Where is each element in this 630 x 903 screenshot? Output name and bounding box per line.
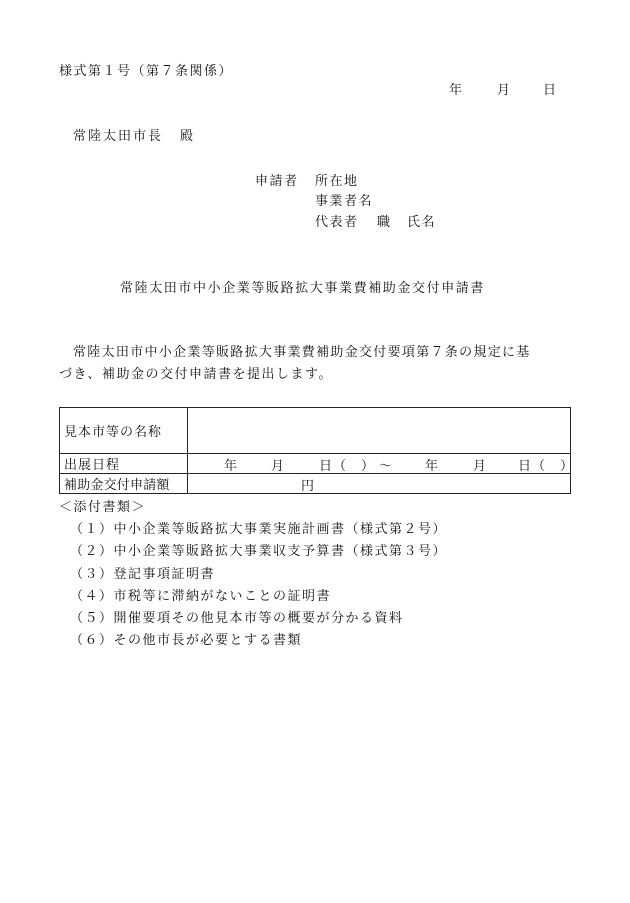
attachment-item-3: （３）登記事項証明書: [70, 567, 216, 582]
schedule-label: 出展日程: [60, 454, 188, 474]
attachment-item-2: （２）中小企業等販路拡大事業収支予算書（様式第３号）: [70, 544, 448, 559]
schedule-year-1: 年: [224, 459, 239, 474]
amount-label: 補助金交付申請額: [60, 474, 188, 494]
attachment-item-1: （１）中小企業等販路拡大事業実施計画書（様式第２号）: [70, 522, 448, 537]
applicant-address-label: 所在地: [315, 174, 359, 189]
amount-value[interactable]: [188, 474, 571, 494]
applicant-label: 申請者: [255, 174, 299, 189]
body-line-2: づき、補助金の交付申請書を提出します。: [59, 367, 333, 382]
attachments-heading: ＜添付書類＞: [59, 500, 147, 515]
addressee-name: 常陸太田市長: [73, 129, 164, 144]
addressee-honorific: 殿: [180, 129, 195, 144]
schedule-day-1: 日（ ）: [319, 459, 376, 474]
application-table: [59, 407, 575, 494]
applicant-title-label: 職: [377, 215, 392, 230]
table-row-event-name: [60, 408, 571, 454]
applicant-name-label: 氏名: [407, 215, 437, 230]
schedule-value[interactable]: [188, 454, 575, 474]
schedule-day-2: 日（ ）: [518, 459, 575, 474]
date-year: 年: [449, 83, 464, 98]
document-title: 常陸太田市中小企業等販路拡大事業費補助金交付申請書: [120, 281, 486, 296]
event-name-label: 見本市等の名称: [60, 408, 188, 454]
attachment-item-4: （４）市税等に滞納がないことの証明書: [70, 589, 332, 604]
event-name-value[interactable]: [188, 408, 571, 454]
table-row-amount: [60, 474, 571, 494]
attachment-item-5: （５）開催要項その他見本市等の概要が分かる資料: [70, 611, 404, 626]
amount-unit: 円: [301, 479, 316, 494]
form-number: 様式第１号（第７条関係）: [59, 64, 234, 79]
applicant-representative-label: 代表者: [315, 215, 359, 230]
schedule-year-2: 年: [425, 459, 440, 474]
date-day: 日: [543, 83, 558, 98]
schedule-month-2: 月: [473, 459, 488, 474]
schedule-month-1: 月: [271, 459, 286, 474]
schedule-separator: ～: [379, 459, 394, 474]
date-month: 月: [497, 83, 512, 98]
table-row-schedule: [60, 454, 571, 474]
body-line-1: 常陸太田市中小企業等販路拡大事業費補助金交付要項第７条の規定に基: [73, 345, 531, 360]
attachment-item-6: （６）その他市長が必要とする書類: [70, 633, 303, 648]
applicant-business-name-label: 事業者名: [315, 194, 374, 209]
